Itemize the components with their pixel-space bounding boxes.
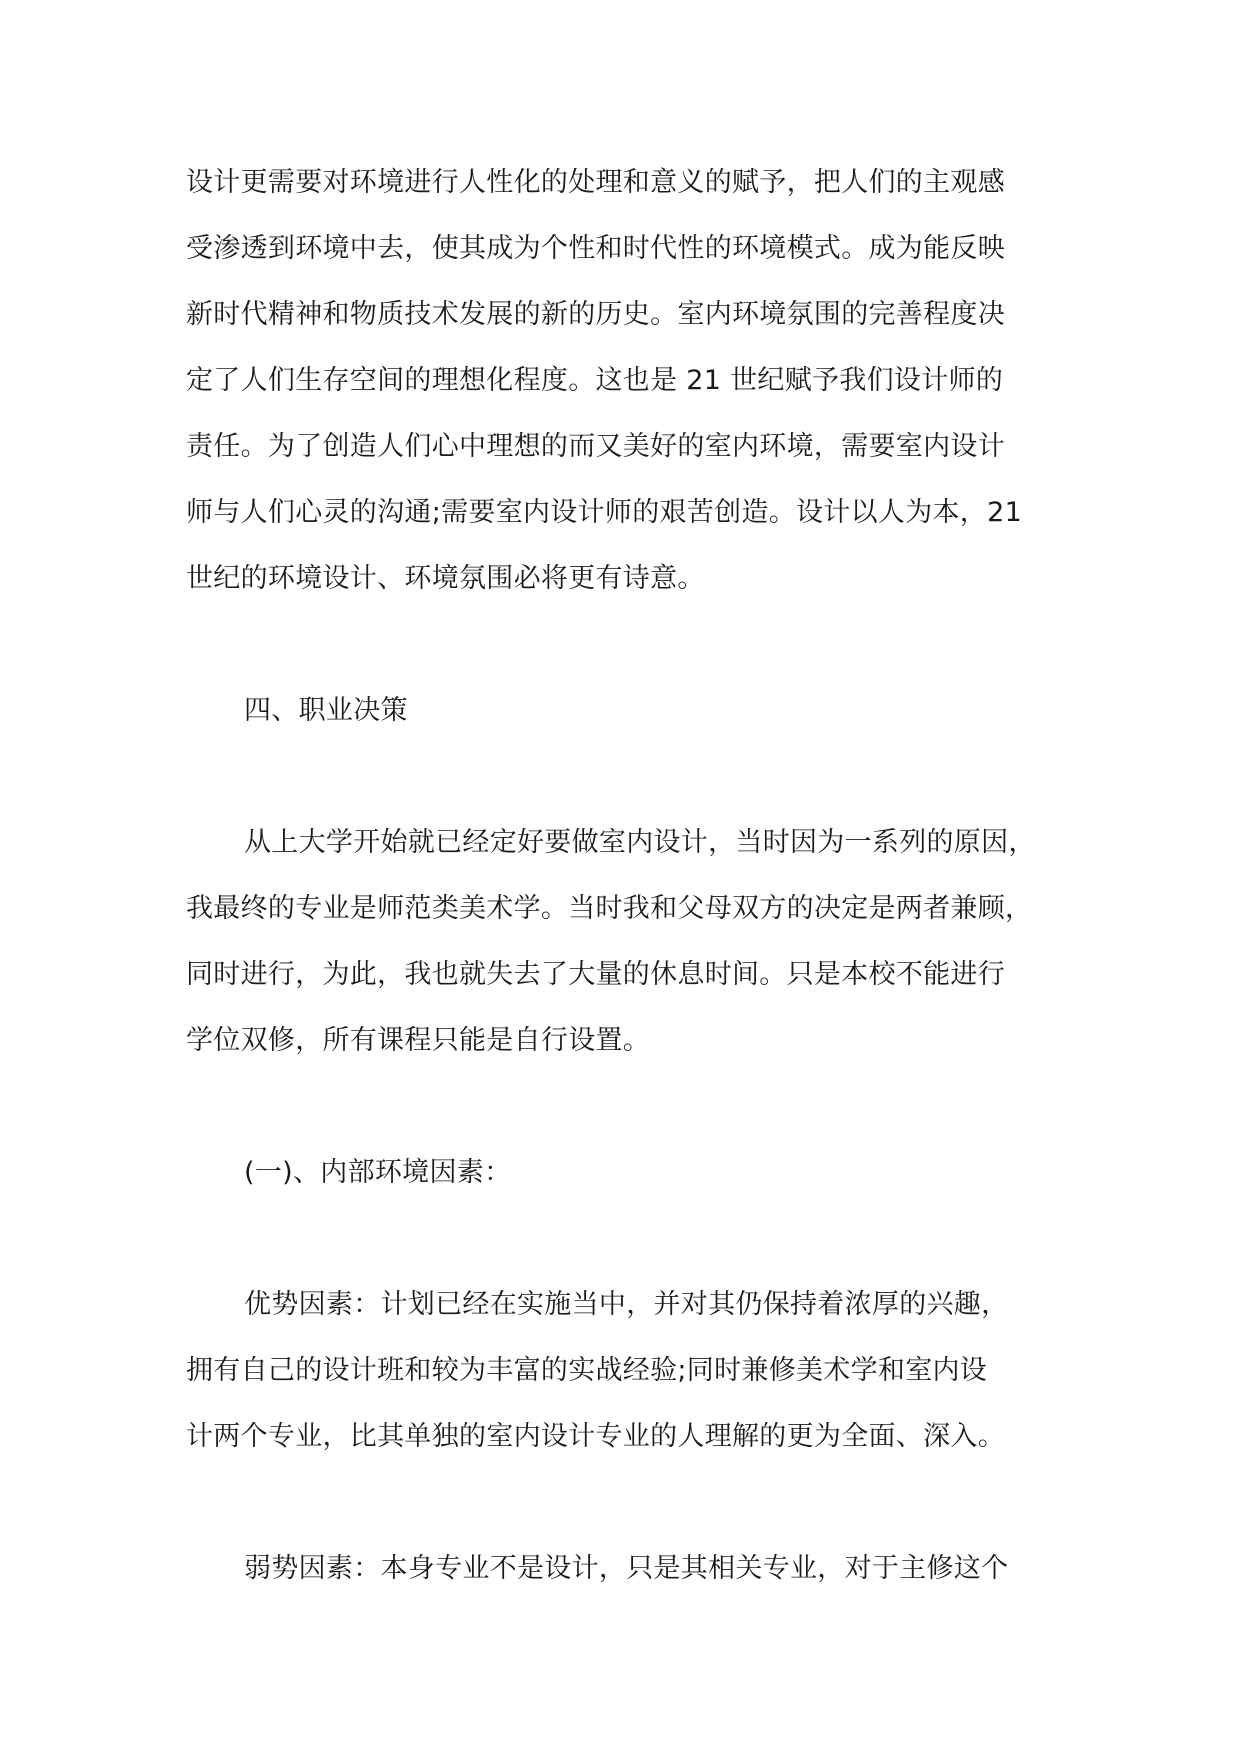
- text-line: 新时代精神和物质技术发展的新的历史。室内环境氛围的完善程度决: [186, 299, 1005, 330]
- text-line: 弱势因素：本身专业不是设计，只是其相关专业，对于主修这个: [244, 1553, 1009, 1584]
- text-line: 定了人们生存空间的理想化程度。这也是 21 世纪赋予我们设计师的: [186, 365, 1004, 396]
- text-line: 优势因素：计划已经在实施当中，并对其仍保持着浓厚的兴趣，: [244, 1289, 1009, 1320]
- text-line: 受渗透到环境中去，使其成为个性和时代性的环境模式。成为能反映: [186, 233, 1005, 264]
- paragraph-design-humanization: [186, 150, 1076, 612]
- text-line: 世纪的环境设计、环境氛围必将更有诗意。: [186, 563, 705, 594]
- text-line: 从上大学开始就已经定好要做室内设计，当时因为一系列的原因，: [244, 827, 1036, 858]
- document-body: [186, 150, 1076, 1602]
- paragraph-spacer: [186, 1074, 1076, 1140]
- section-heading: 四、职业决策: [244, 695, 408, 726]
- text-line: 计两个专业，比其单独的室内设计专业的人理解的更为全面、深入。: [186, 1421, 1005, 1452]
- paragraph-weaknesses: [186, 1536, 1076, 1602]
- paragraph-spacer: [186, 1206, 1076, 1272]
- text-line: 师与人们心灵的沟通;需要室内设计师的艰苦创造。设计以人为本，21: [186, 497, 1023, 528]
- paragraph-spacer: [186, 744, 1076, 810]
- paragraph-spacer: [186, 612, 1076, 678]
- section-heading-career-decision: [186, 678, 1076, 744]
- text-line: 学位双修，所有课程只能是自行设置。: [186, 1025, 651, 1056]
- text-line: 我最终的专业是师范类美术学。当时我和父母双方的决定是两者兼顾，: [186, 893, 1033, 924]
- subheading-internal-factors: [186, 1140, 1076, 1206]
- subsection-heading: (一)、内部环境因素：: [244, 1157, 512, 1188]
- text-line: 设计更需要对环境进行人性化的处理和意义的赋予，把人们的主观感: [186, 167, 1005, 198]
- text-line: 同时进行，为此，我也就失去了大量的休息时间。只是本校不能进行: [186, 959, 1005, 990]
- paragraph-strengths: [186, 1272, 1076, 1470]
- text-line: 拥有自己的设计班和较为丰富的实战经验;同时兼修美术学和室内设: [186, 1355, 988, 1386]
- text-line: 责任。为了创造人们心中理想的而又美好的室内环境，需要室内设计: [186, 431, 1005, 462]
- paragraph-spacer: [186, 1470, 1076, 1536]
- paragraph-university-choice: [186, 810, 1076, 1074]
